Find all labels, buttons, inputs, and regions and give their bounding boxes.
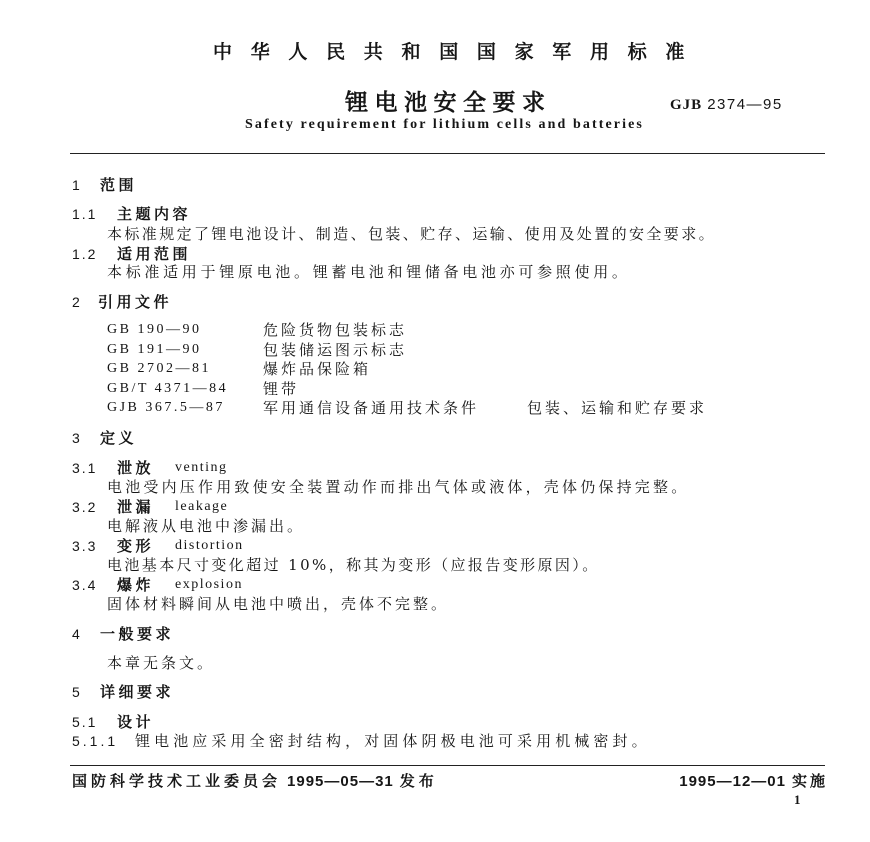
reference-title: 危险货物包装标志 bbox=[263, 321, 408, 339]
section-text: 本章无条文。 bbox=[107, 654, 216, 672]
page-number: 1 bbox=[794, 792, 801, 807]
definition-text: 电解液从电池中渗漏出。 bbox=[107, 517, 306, 535]
section-title: 范围 bbox=[100, 176, 138, 194]
issue-date: 1995—05—31 bbox=[287, 773, 394, 790]
definition-term: 泄放 bbox=[117, 459, 155, 477]
reference-code: GJB 367.5—87 bbox=[107, 400, 225, 415]
subsection-number: 1.1 bbox=[72, 206, 98, 222]
clause-number: 5.1.1 bbox=[72, 733, 119, 749]
reference-code: GB 2702—81 bbox=[107, 361, 211, 376]
section-title: 一般要求 bbox=[100, 625, 175, 643]
section-number: 2 bbox=[72, 294, 82, 310]
subsection-title: 主题内容 bbox=[117, 205, 192, 223]
header-divider bbox=[70, 153, 825, 154]
definition-number: 3.4 bbox=[72, 577, 98, 593]
definition-text: 电池基本尺寸变化超过 10%，称其为变形（应报告变形原因）。 bbox=[107, 556, 600, 574]
effective-date: 1995—12—01 bbox=[679, 773, 786, 790]
section-number: 1 bbox=[72, 177, 82, 193]
definition-text: 固体材料瞬间从电池中喷出，壳体不完整。 bbox=[107, 595, 450, 613]
subsection-title: 设计 bbox=[117, 713, 155, 731]
standard-code-prefix: GJB bbox=[670, 97, 703, 113]
standard-code-number: 2374—95 bbox=[707, 96, 783, 113]
reference-part: 包装、运输和贮存要求 bbox=[527, 399, 708, 417]
footer-divider bbox=[70, 765, 825, 766]
clause-text: 锂电池应采用全密封结构，对固体阴极电池可采用机械密封。 bbox=[135, 732, 651, 750]
document-title: 锂电池安全要求 bbox=[345, 90, 552, 116]
definition-term-english: leakage bbox=[175, 499, 229, 514]
section-title: 定义 bbox=[100, 429, 138, 447]
definition-term-english: venting bbox=[175, 460, 228, 475]
standard-type-heading: 中华人民共和国国家军用标准 bbox=[213, 41, 704, 63]
standard-code bbox=[670, 94, 783, 115]
issuer-name: 国防科学技术工业委员会 bbox=[72, 772, 282, 790]
reference-title: 爆炸品保险箱 bbox=[263, 360, 372, 378]
section-title: 详细要求 bbox=[100, 683, 175, 701]
issue-statement bbox=[72, 771, 438, 792]
document-title-english: Safety requirement for lithium cells and batteries bbox=[245, 117, 644, 132]
subsection-text: 本标准规定了锂电池设计、制造、包装、贮存、运输、使用及处置的安全要求。 bbox=[107, 225, 717, 243]
reference-title: 包装储运图示标志 bbox=[263, 341, 408, 359]
reference-code: GB 190—90 bbox=[107, 322, 202, 337]
effective-label: 实施 bbox=[791, 772, 828, 790]
reference-code: GB 191—90 bbox=[107, 342, 202, 357]
subsection-number: 1.2 bbox=[72, 246, 98, 262]
definition-term: 泄漏 bbox=[117, 498, 155, 516]
issue-label: 发布 bbox=[399, 772, 438, 790]
definition-number: 3.1 bbox=[72, 460, 98, 476]
subsection-text: 本标准适用于锂原电池。锂蓄电池和锂储备电池亦可参照使用。 bbox=[107, 263, 631, 281]
definition-number: 3.2 bbox=[72, 499, 98, 515]
section-number: 3 bbox=[72, 430, 82, 446]
definition-term-english: explosion bbox=[175, 577, 243, 592]
subsection-number: 5.1 bbox=[72, 714, 98, 730]
subsection-title: 适用范围 bbox=[117, 245, 192, 263]
definition-number: 3.3 bbox=[72, 538, 98, 554]
section-number: 5 bbox=[72, 684, 82, 700]
definition-term: 爆炸 bbox=[117, 576, 155, 594]
reference-title: 锂带 bbox=[263, 380, 300, 398]
definition-term: 变形 bbox=[117, 537, 155, 555]
section-number: 4 bbox=[72, 626, 82, 642]
definition-term-english: distortion bbox=[175, 538, 244, 553]
effective-statement bbox=[679, 771, 828, 792]
reference-title: 军用通信设备通用技术条件 bbox=[263, 399, 480, 417]
section-title: 引用文件 bbox=[98, 293, 173, 311]
definition-text: 电池受内压作用致使安全装置动作而排出气体或液体，壳体仍保持完整。 bbox=[107, 478, 690, 496]
reference-code: GB/T 4371—84 bbox=[107, 381, 229, 396]
